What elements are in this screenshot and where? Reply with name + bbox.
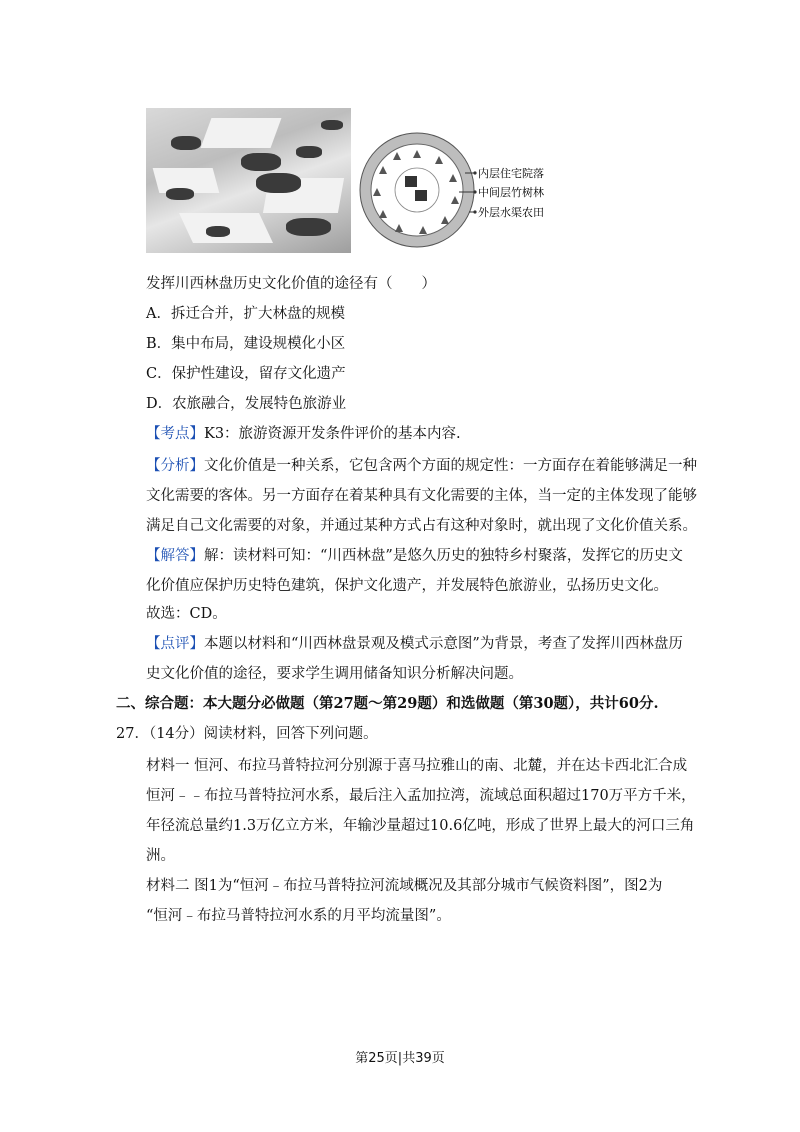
diagram-label-inner: 内层住宅院落 [478, 167, 544, 180]
fenxi-line-2: 文化需要的客体。另一方面存在着某种具有文化需要的主体，当一定的主体发现了能够 [146, 488, 697, 504]
linpan-model-diagram [355, 128, 565, 253]
diagram-label-outer: 外层水渠农田 [478, 206, 544, 219]
kaodian-tag: 【考点】 [146, 426, 204, 442]
material2-line-2: “恒河﹣布拉马普特拉河水系的月平均流量图”。 [146, 908, 451, 924]
material1-line-1: 材料一 恒河、布拉马普特拉河分别源于喜马拉雅山的南、北麓，并在达卡西北汇合成 [146, 758, 688, 774]
q27-intro: 27．（14分）阅读材料，回答下列问题。 [116, 726, 378, 742]
option-d: D．农旅融合，发展特色旅游业 [146, 396, 347, 412]
answer-line: 故选：CD。 [146, 606, 227, 622]
jieda-line-2: 化价值应保护历史特色建筑，保护文化遗产，并发展特色旅游业，弘扬历史文化。 [146, 578, 668, 594]
material2-line-1: 材料二 图1为“恒河﹣布拉马普特拉河流域概况及其部分城市气候资料图”，图2为 [146, 878, 663, 894]
kaodian-line [146, 424, 461, 444]
option-a: A．拆迁合并，扩大林盘的规模 [146, 306, 345, 322]
fenxi-line-3: 满足自己文化需要的对象，并通过某种方式占有这种对象时，就出现了文化价值关系。 [146, 518, 697, 534]
kaodian-text: K3：旅游资源开发条件评价的基本内容. [204, 426, 461, 442]
material1-line-2: 恒河﹣﹣布拉马普特拉河水系，最后注入孟加拉湾，流域总面积超过170万平方千米， [146, 788, 696, 804]
section-heading: 二、综合题：本大题分必做题（第27题～第29题）和选做题（第30题），共计60分. [116, 695, 659, 712]
question-stem: 发挥川西林盘历史文化价值的途径有（ ） [146, 276, 436, 292]
jieda-line-1: 【解答】解：读材料可知：“川西林盘”是悠久历史的独特乡村聚落，发挥它的历史文 [146, 548, 683, 564]
fenxi-line-1: 【分析】文化价值是一种关系，它包含两个方面的规定性：一方面存在着能够满足一种 [146, 458, 697, 474]
option-b: B．集中布局，建设规模化小区 [146, 336, 346, 352]
dianping-line-1: 【点评】本题以材料和“川西林盘景观及模式示意图”为背景，考查了发挥川西林盘历 [146, 636, 683, 652]
diagram-label-middle: 中间层竹树林 [478, 186, 544, 199]
material1-line-3: 年径流总量约1.3万亿立方米，年输沙量超过10.6亿吨，形成了世界上最大的河口三角 [146, 818, 695, 834]
dianping-line-2: 史文化价值的途径，要求学生调用储备知识分析解决问题。 [146, 666, 523, 682]
jieda-tag: 【解答】 [146, 548, 204, 564]
linpan-aerial-photo [146, 108, 351, 253]
material1-line-4: 洲。 [146, 848, 175, 864]
fenxi-tag: 【分析】 [146, 458, 204, 474]
option-c: C．保护性建设，留存文化遗产 [146, 366, 346, 382]
page-number: 第25页|共39页 [355, 1051, 445, 1066]
dianping-tag: 【点评】 [146, 636, 204, 652]
